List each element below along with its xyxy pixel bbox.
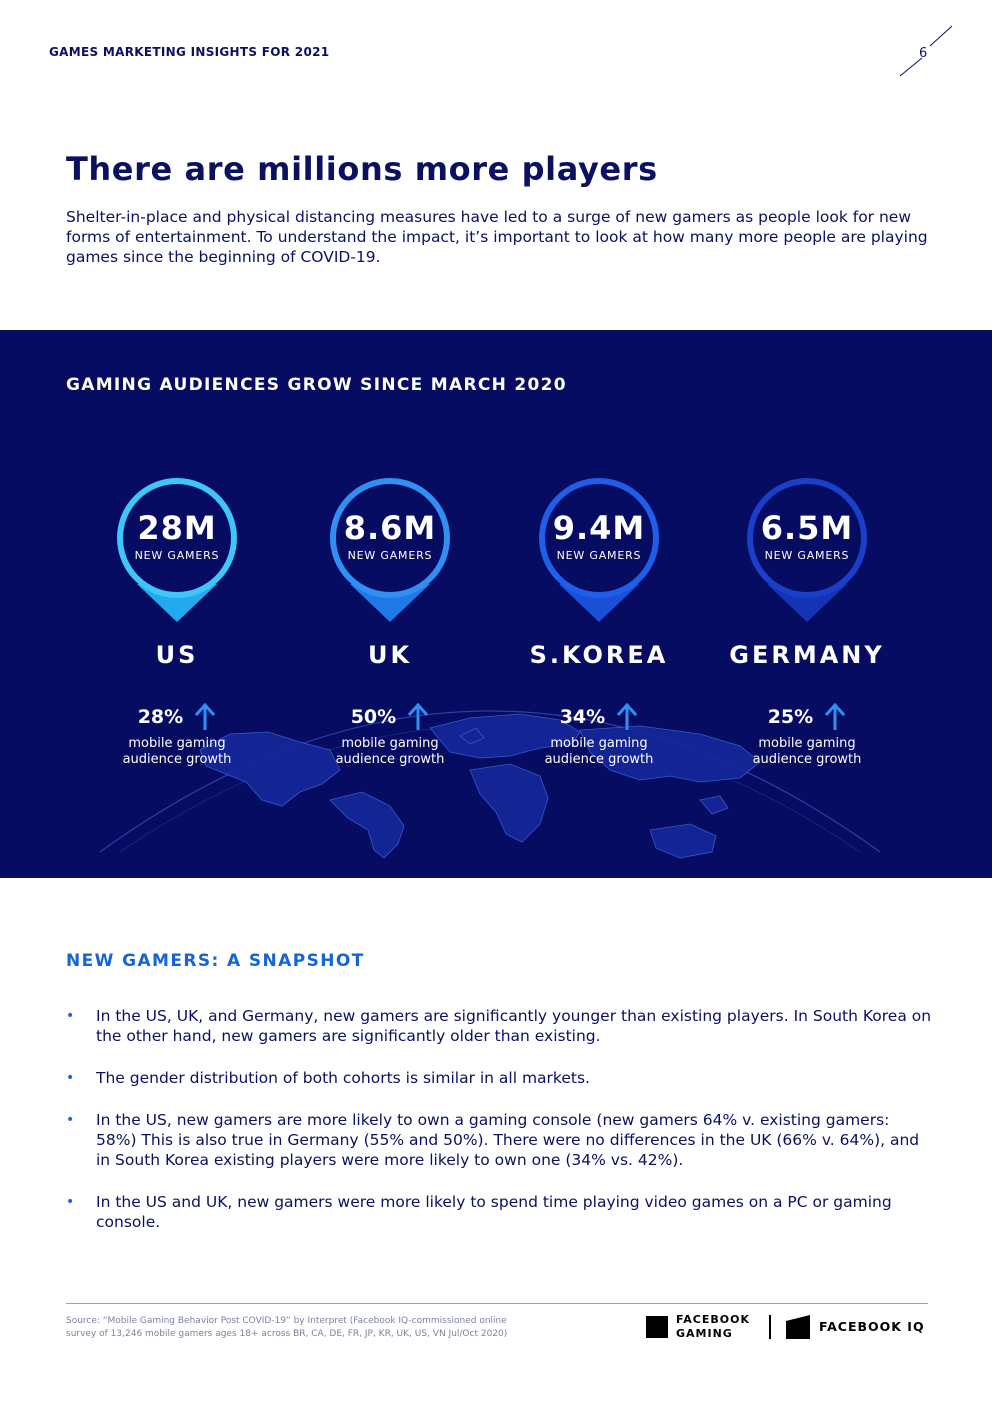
bullet-icon: •: [66, 1070, 75, 1086]
list-item: [66, 1068, 932, 1088]
stat-card-us: [77, 476, 277, 776]
list-item-text: In the US and UK, new gamers were more likely to spend time playing video games on a PC or gaming console.: [96, 1193, 892, 1231]
list-item: [66, 1110, 932, 1170]
new-gamers-caption: NEW GAMERS: [347, 549, 433, 562]
source-line-2: survey of 13,246 mobile gamers ages 18+ across BR, CA, DE, FR, JP, KR, UK, US, VN Jul/Oct 2020): [66, 1329, 508, 1339]
arrow-up-icon: [616, 702, 638, 732]
stat-card-uk: [290, 476, 490, 776]
bullet-icon: •: [66, 1112, 75, 1128]
audience-growth-band: [0, 330, 992, 878]
logo1-line-1: FACEBOOK: [676, 1313, 750, 1326]
country-name: UK: [367, 641, 413, 669]
growth-label-line-2: audience growth: [335, 752, 445, 767]
bullet-icon: •: [66, 1008, 75, 1024]
growth-row: [499, 702, 699, 732]
country-name: GERMANY: [729, 641, 885, 669]
facebook-iq-mark-icon: [786, 1315, 810, 1339]
new-gamers-caption: NEW GAMERS: [556, 549, 642, 562]
header-label: GAMES MARKETING INSIGHTS FOR 2021: [49, 45, 330, 59]
page-title: There are millions more players: [66, 150, 658, 188]
growth-percent: 50%: [350, 706, 397, 728]
list-item-text: The gender distribution of both cohorts is similar in all markets.: [96, 1069, 590, 1087]
growth-label-line-1: mobile gaming: [128, 736, 226, 751]
bullet-icon: •: [66, 1194, 75, 1210]
list-item-text: In the US, UK, and Germany, new gamers are significantly younger than existing players. In South Korea on the other hand, new gamers are significantly older than existing.: [96, 1007, 932, 1045]
new-gamers-value: 6.5M: [760, 509, 854, 547]
list-item: [66, 1006, 932, 1046]
growth-label-line-1: mobile gaming: [341, 736, 439, 751]
growth-label: [707, 736, 907, 768]
growth-label: [499, 736, 699, 768]
logo1-line-2: GAMING: [676, 1327, 733, 1340]
intro-paragraph: Shelter-in-place and physical distancing measures have led to a surge of new gamers as people look for new forms of entertainment. To understand the impact, it’s important to look at how many more people are playing games since the beginning of COVID-19.: [66, 208, 928, 266]
new-gamers-value: 8.6M: [343, 509, 437, 547]
growth-label-line-1: mobile gaming: [758, 736, 856, 751]
stat-card-s-korea: [499, 476, 699, 776]
country-name: US: [155, 641, 199, 669]
source-note: [66, 1315, 566, 1341]
growth-label: [290, 736, 490, 768]
footer-divider: [66, 1303, 928, 1304]
growth-percent: 25%: [767, 706, 814, 728]
logo-divider: [769, 1315, 771, 1339]
facebook-gaming-mark-icon: [646, 1316, 668, 1338]
stat-card-germany: [707, 476, 907, 776]
facebook-iq-wordmark: FACEBOOK IQ: [819, 1319, 925, 1334]
snapshot-list: [66, 1006, 932, 1254]
arrow-up-icon: [194, 702, 216, 732]
new-gamers-caption: NEW GAMERS: [764, 549, 850, 562]
list-item-text: In the US, new gamers are more likely to own a gaming console (new gamers 64% v. existing gamers: 58%) This is also true in Germany (55% and 50%). There were no differences in the UK (66% v. 64%), and in South Korea existing players were more likely to own one (34% vs. 42%).: [96, 1111, 920, 1169]
arrow-up-icon: [824, 702, 846, 732]
page-number: 6: [919, 46, 928, 61]
growth-percent: 28%: [137, 706, 184, 728]
growth-row: [707, 702, 907, 732]
arrow-up-icon: [407, 702, 429, 732]
source-line-1: Source: “Mobile Gaming Behavior Post COVID-19” by Interpret (Facebook IQ-commissioned online: [66, 1316, 507, 1326]
list-item: [66, 1192, 932, 1232]
new-gamers-caption: NEW GAMERS: [134, 549, 220, 562]
growth-percent: 34%: [559, 706, 606, 728]
growth-row: [77, 702, 277, 732]
growth-row: [290, 702, 490, 732]
growth-label: [77, 736, 277, 768]
growth-label-line-2: audience growth: [752, 752, 862, 767]
new-gamers-value: 28M: [137, 509, 217, 547]
band-title: GAMING AUDIENCES GROW SINCE MARCH 2020: [66, 375, 567, 395]
facebook-iq-logo: [786, 1313, 928, 1341]
country-name: S.KOREA: [529, 641, 669, 669]
growth-label-line-2: audience growth: [544, 752, 654, 767]
growth-label-line-1: mobile gaming: [550, 736, 648, 751]
facebook-gaming-logo: [646, 1313, 766, 1341]
new-gamers-value: 9.4M: [552, 509, 646, 547]
facebook-gaming-wordmark: [676, 1313, 750, 1341]
snapshot-title: NEW GAMERS: A SNAPSHOT: [66, 951, 365, 971]
growth-label-line-2: audience growth: [122, 752, 232, 767]
